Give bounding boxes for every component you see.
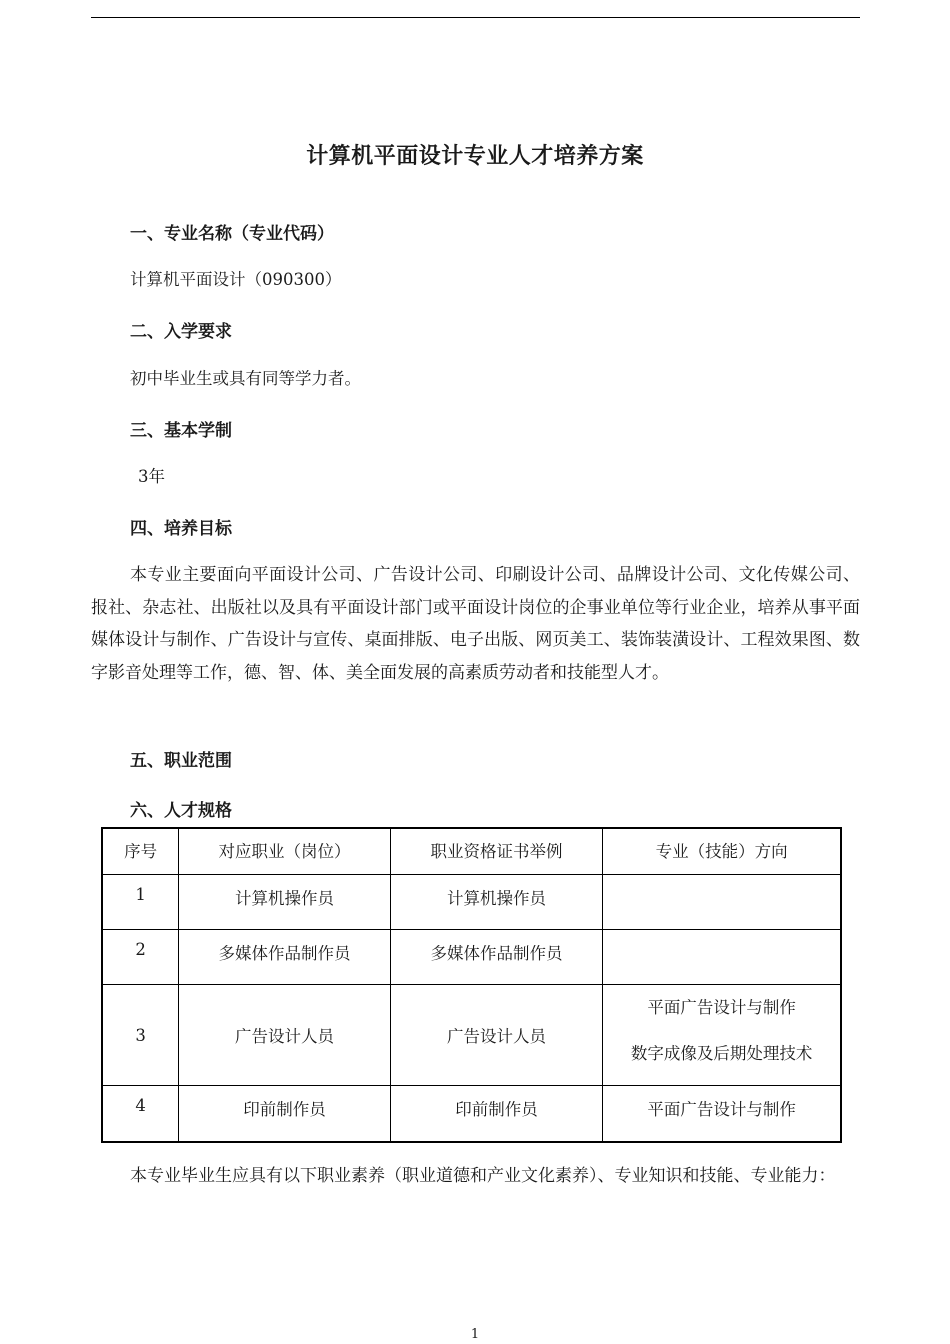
direction-line: 平面广告设计与制作 (647, 1100, 796, 1119)
section-heading-admission: 二、入学要求 (130, 322, 232, 342)
cell-no: 1 (102, 875, 179, 930)
table-row (102, 875, 841, 930)
admission-text: 初中毕业生或具有同等学力者。 (130, 369, 361, 388)
cell-direction (603, 930, 841, 985)
cell-no: 3 (102, 985, 179, 1086)
cell-job: 计算机操作员 (179, 875, 390, 930)
direction-line: 平面广告设计与制作 (647, 998, 796, 1017)
section-heading-talent-spec: 六、人才规格 (130, 801, 232, 821)
cell-job: 广告设计人员 (179, 985, 390, 1086)
header-cell-cert: 职业资格证书举例 (390, 828, 602, 875)
section-heading-duration: 三、基本学制 (130, 421, 232, 441)
page-number: 1 (470, 1327, 480, 1342)
duration-text: 3年 (138, 467, 165, 486)
direction-line: 数字成像及后期处理技术 (630, 1044, 813, 1063)
cell-no: 4 (102, 1086, 179, 1142)
major-name-text: 计算机平面设计（090300） (130, 270, 342, 289)
cell-cert: 多媒体作品制作员 (390, 930, 602, 985)
cell-cert: 计算机操作员 (390, 875, 602, 930)
cell-cert: 印前制作员 (390, 1086, 602, 1142)
section-heading-major-name: 一、专业名称（专业代码） (130, 224, 334, 244)
section-heading-career-scope: 五、职业范围 (130, 751, 232, 771)
cell-job: 多媒体作品制作员 (179, 930, 390, 985)
cell-job: 印前制作员 (179, 1086, 390, 1142)
section-heading-objective: 四、培养目标 (130, 519, 232, 539)
closing-paragraph: 本专业毕业生应具有以下职业素养（职业道德和产业文化素养）、专业知识和技能、专业能力： (130, 1166, 836, 1186)
header-rule (91, 17, 860, 18)
header-cell-direction: 专业（技能）方向 (603, 828, 841, 875)
cell-no: 2 (102, 930, 179, 985)
table-header-row (102, 828, 841, 875)
table-row (102, 985, 841, 1086)
header-cell-job: 对应职业（岗位） (179, 828, 390, 875)
header-cell-no: 序号 (102, 828, 179, 875)
cell-cert: 广告设计人员 (390, 985, 602, 1086)
cell-direction (603, 1086, 841, 1142)
objective-paragraph: 本专业主要面向平面设计公司、广告设计公司、印刷设计公司、品牌设计公司、文化传媒公司、报社、杂志社、出版社以及具有平面设计部门或平面设计岗位的企事业单位等行业企业，培养从事平面媒体设计与制作、广告设计与宣传、桌面排版、电子出版、网页美工、装饰装潢设计、工程效果图、数字影音处理等工作，德、智、体、美全面发展的高素质劳动者和技能型人才。 (91, 565, 860, 683)
table-row (102, 930, 841, 985)
document-title: 计算机平面设计专业人才培养方案 (306, 144, 644, 169)
cell-direction (603, 985, 841, 1086)
table-row (102, 1086, 841, 1142)
cell-direction (603, 875, 841, 930)
talent-spec-table (101, 827, 842, 1143)
